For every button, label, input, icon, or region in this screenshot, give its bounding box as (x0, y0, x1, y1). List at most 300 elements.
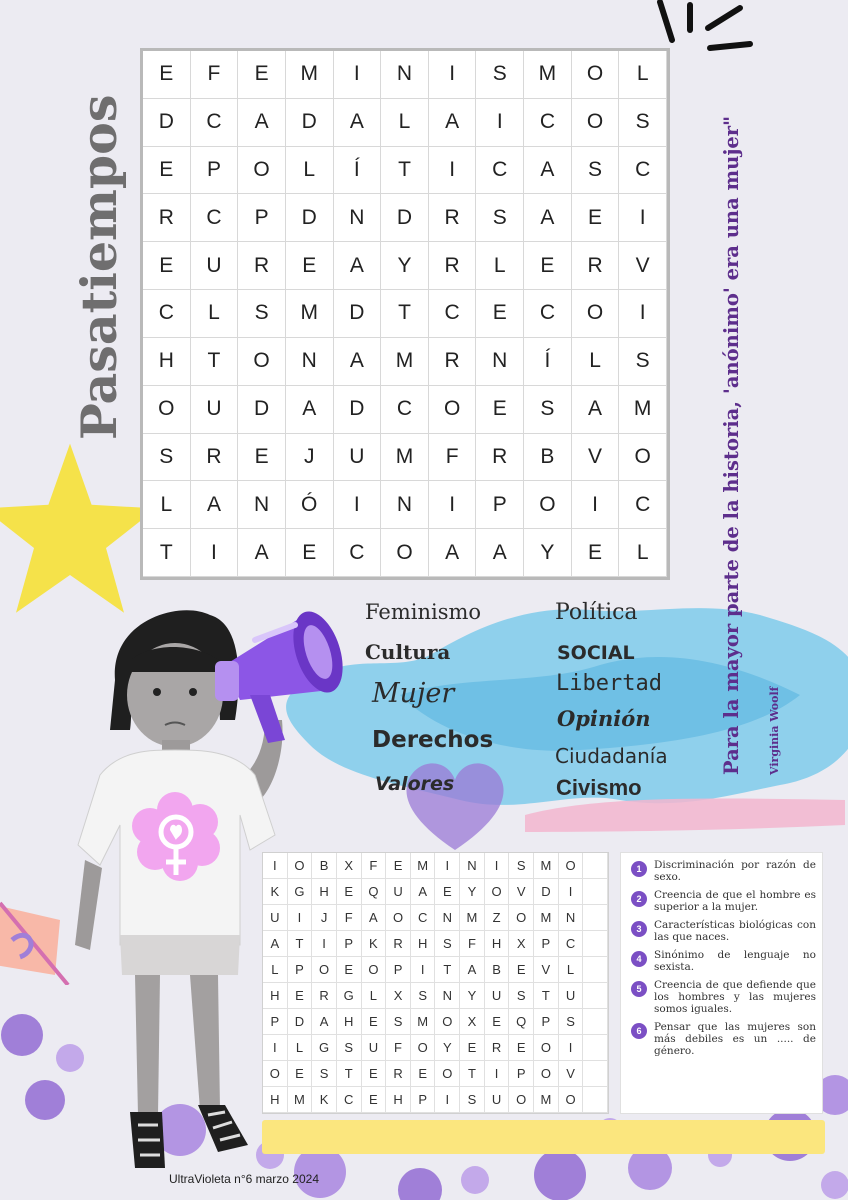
grid2-cell: E (337, 957, 362, 983)
grid-cell: T (381, 290, 429, 338)
grid2-cell: L (559, 957, 584, 983)
grid-cell: E (143, 242, 191, 290)
grid-cell: C (429, 290, 477, 338)
word-opinion: Opinión (557, 706, 651, 731)
grid-cell: Í (524, 338, 572, 386)
grid2-cell: G (288, 879, 313, 905)
word-civismo: Civismo (556, 775, 642, 800)
grid-cell: U (191, 386, 239, 434)
grid-cell: O (524, 481, 572, 529)
grid2-cell: H (411, 931, 436, 957)
grid-cell: D (381, 194, 429, 242)
grid2-cell: V (509, 879, 534, 905)
clue-text: Pensar que las mujeres son más debiles es un ..... de género. (654, 1021, 816, 1057)
grid2-cell: U (485, 1087, 510, 1113)
grid2-cell: E (460, 1035, 485, 1061)
grid2-cell: X (386, 983, 411, 1009)
grid2-cell: A (263, 931, 288, 957)
grid2-cell: I (312, 931, 337, 957)
grid-cell: M (381, 338, 429, 386)
grid2-cell: E (411, 1061, 436, 1087)
grid2-cell: R (312, 983, 337, 1009)
grid-cell: I (334, 51, 382, 99)
grid2-cell (583, 905, 608, 931)
clue-text: Discriminación por razón de sexo. (654, 859, 816, 883)
grid2-cell: E (362, 1087, 387, 1113)
footer-text: UltraVioleta n°6 marzo 2024 (169, 1172, 319, 1186)
word-ciudadania: Ciudadanía (555, 744, 668, 768)
grid2-cell: R (386, 931, 411, 957)
grid2-cell: H (263, 983, 288, 1009)
grid-cell: I (334, 481, 382, 529)
grid-cell: U (334, 434, 382, 482)
grid2-cell: E (509, 957, 534, 983)
grid2-cell: I (559, 1035, 584, 1061)
grid-cell: I (619, 194, 667, 242)
grid-cell: M (381, 434, 429, 482)
grid2-cell (583, 983, 608, 1009)
grid-cell: M (286, 290, 334, 338)
grid2-cell: N (435, 905, 460, 931)
grid-cell: C (619, 147, 667, 195)
grid-cell: C (191, 194, 239, 242)
grid2-cell: F (460, 931, 485, 957)
grid-cell: A (572, 386, 620, 434)
grid-cell: L (572, 338, 620, 386)
grid-cell: N (334, 194, 382, 242)
grid-cell: I (191, 529, 239, 577)
grid-cell: S (143, 434, 191, 482)
grid-cell: A (476, 529, 524, 577)
grid2-cell: G (312, 1035, 337, 1061)
grid-cell: T (191, 338, 239, 386)
grid2-cell: B (312, 853, 337, 879)
grid-cell: Y (524, 529, 572, 577)
grid2-cell: A (411, 879, 436, 905)
grid2-cell: C (559, 931, 584, 957)
grid2-cell: T (460, 1061, 485, 1087)
grid-cell: S (476, 51, 524, 99)
grid2-cell: H (337, 1009, 362, 1035)
grid2-cell: I (411, 957, 436, 983)
grid-cell: S (572, 147, 620, 195)
grid2-cell: N (435, 983, 460, 1009)
grid2-cell: E (509, 1035, 534, 1061)
grid-cell: I (429, 481, 477, 529)
quote-text: Para la mayor parte de la historia, 'anónimo' era una mujer" (720, 115, 743, 775)
grid2-cell: P (534, 931, 559, 957)
grid2-cell: O (534, 1035, 559, 1061)
grid-cell: C (191, 99, 239, 147)
grid2-cell: O (534, 1061, 559, 1087)
grid-cell: P (191, 147, 239, 195)
grid2-cell: O (386, 905, 411, 931)
grid2-cell: E (288, 1061, 313, 1087)
grid-cell: D (334, 290, 382, 338)
grid-cell: U (191, 242, 239, 290)
grid2-cell: I (559, 879, 584, 905)
grid-cell: V (619, 242, 667, 290)
grid-cell: Y (381, 242, 429, 290)
grid-cell: N (381, 481, 429, 529)
grid-cell: I (572, 481, 620, 529)
grid2-cell: O (509, 905, 534, 931)
word-politica: Política (555, 600, 638, 625)
grid2-cell (583, 1035, 608, 1061)
grid-cell: A (524, 194, 572, 242)
grid-cell: O (429, 386, 477, 434)
grid2-cell: A (312, 1009, 337, 1035)
grid-cell: N (381, 51, 429, 99)
grid-cell: P (476, 481, 524, 529)
grid2-cell: P (386, 957, 411, 983)
grid2-cell: I (263, 853, 288, 879)
grid-cell: R (143, 194, 191, 242)
clue-item (627, 979, 816, 1015)
megaphone-icon (210, 595, 365, 745)
grid-cell: A (191, 481, 239, 529)
grid-cell: L (476, 242, 524, 290)
grid2-cell: Q (509, 1009, 534, 1035)
clue-text: Creencia de que el hombre es superior a la mujer. (654, 889, 816, 913)
grid2-cell: I (263, 1035, 288, 1061)
grid-cell: L (619, 529, 667, 577)
grid2-cell: E (337, 879, 362, 905)
grid2-cell: D (288, 1009, 313, 1035)
clue-number: 5 (631, 981, 647, 997)
grid-cell: E (143, 147, 191, 195)
grid2-cell: H (386, 1087, 411, 1113)
grid2-cell: O (485, 879, 510, 905)
grid2-cell: S (509, 983, 534, 1009)
grid-cell: O (572, 99, 620, 147)
grid-cell: R (191, 434, 239, 482)
star-decoration (0, 440, 160, 620)
grid-cell: O (143, 386, 191, 434)
grid-cell: R (429, 242, 477, 290)
grid-cell: O (238, 338, 286, 386)
word-derechos: Derechos (372, 727, 494, 753)
grid2-cell: M (460, 905, 485, 931)
grid2-cell: V (559, 1061, 584, 1087)
grid2-cell: K (263, 879, 288, 905)
grid-cell: E (572, 529, 620, 577)
grid2-cell: X (509, 931, 534, 957)
grid-cell: J (286, 434, 334, 482)
clue-item (627, 859, 816, 883)
grid2-cell: O (362, 957, 387, 983)
grid-cell: D (238, 386, 286, 434)
clue-item (627, 919, 816, 943)
grid-cell: H (143, 338, 191, 386)
grid2-cell: O (559, 853, 584, 879)
grid2-cell: P (263, 1009, 288, 1035)
grid-cell: E (238, 51, 286, 99)
grid2-cell: E (288, 983, 313, 1009)
grid-cell: A (429, 529, 477, 577)
grid-cell: C (619, 481, 667, 529)
grid-cell: C (524, 99, 572, 147)
grid2-cell: S (460, 1087, 485, 1113)
grid-cell: L (619, 51, 667, 99)
grid-cell: E (143, 51, 191, 99)
grid2-cell: O (509, 1087, 534, 1113)
grid2-cell: Q (362, 879, 387, 905)
grid2-cell: A (460, 957, 485, 983)
grid-cell: L (381, 99, 429, 147)
grid-cell: I (429, 147, 477, 195)
clue-text: Características biológicas con las que naces. (654, 919, 816, 943)
word-libertad: Libertad (556, 671, 662, 696)
grid-cell: L (286, 147, 334, 195)
grid-cell: S (476, 194, 524, 242)
grid-cell: S (524, 386, 572, 434)
grid2-cell: I (435, 853, 460, 879)
clue-text: Sinónimo de lenguaje no sexista. (654, 949, 816, 973)
grid-cell: E (572, 194, 620, 242)
grid2-cell: O (263, 1061, 288, 1087)
grid2-cell: P (509, 1061, 534, 1087)
grid-cell: Ó (286, 481, 334, 529)
grid2-cell: G (337, 983, 362, 1009)
grid-cell: E (286, 242, 334, 290)
grid-cell: A (334, 99, 382, 147)
grid-cell: T (381, 147, 429, 195)
grid2-cell: V (534, 957, 559, 983)
grid-cell: R (476, 434, 524, 482)
grid-cell: E (238, 434, 286, 482)
grid-cell: N (476, 338, 524, 386)
grid2-cell: E (362, 1009, 387, 1035)
grid2-cell: P (411, 1087, 436, 1113)
grid2-cell (583, 1087, 608, 1113)
grid2-cell: T (534, 983, 559, 1009)
grid2-cell: C (337, 1087, 362, 1113)
grid-cell: E (286, 529, 334, 577)
quote-author: Virginia Woolf (768, 686, 781, 775)
grid-cell: E (476, 290, 524, 338)
clue-number: 1 (631, 861, 647, 877)
grid-cell: C (476, 147, 524, 195)
grid2-cell: I (485, 1061, 510, 1087)
clue-list (620, 852, 823, 1114)
grid2-cell: B (485, 957, 510, 983)
grid-cell: M (286, 51, 334, 99)
grid-cell: E (476, 386, 524, 434)
grid-cell: D (286, 99, 334, 147)
grid2-cell: F (337, 905, 362, 931)
grid-cell: R (429, 194, 477, 242)
grid2-cell: U (362, 1035, 387, 1061)
clue-number: 4 (631, 951, 647, 967)
grid2-cell: J (312, 905, 337, 931)
grid-cell: N (286, 338, 334, 386)
grid2-cell: U (485, 983, 510, 1009)
grid2-cell (583, 957, 608, 983)
grid-cell: T (143, 529, 191, 577)
grid2-cell: L (362, 983, 387, 1009)
grid2-cell: O (288, 853, 313, 879)
grid2-cell (583, 1061, 608, 1087)
grid-cell: F (191, 51, 239, 99)
grid-cell: L (143, 481, 191, 529)
grid2-cell: D (534, 879, 559, 905)
word-search-grid (140, 48, 670, 580)
grid-cell: O (572, 51, 620, 99)
grid-cell: I (476, 99, 524, 147)
grid-cell: M (524, 51, 572, 99)
grid2-cell: T (337, 1061, 362, 1087)
grid-cell: A (429, 99, 477, 147)
secondary-word-search-grid (262, 852, 609, 1114)
grid-cell: S (238, 290, 286, 338)
grid2-cell: M (534, 905, 559, 931)
grid-cell: L (191, 290, 239, 338)
grid2-cell: S (435, 931, 460, 957)
grid2-cell: E (362, 1061, 387, 1087)
grid2-cell: U (559, 983, 584, 1009)
grid2-cell: L (288, 1035, 313, 1061)
grid2-cell: T (288, 931, 313, 957)
grid2-cell: Y (460, 983, 485, 1009)
grid-cell: S (619, 338, 667, 386)
grid-cell: N (238, 481, 286, 529)
grid-cell: A (286, 386, 334, 434)
grid2-cell (583, 879, 608, 905)
grid2-cell: R (386, 1061, 411, 1087)
grid2-cell: M (288, 1087, 313, 1113)
heart-decoration (400, 755, 510, 855)
grid-cell: S (619, 99, 667, 147)
grid2-cell: O (559, 1087, 584, 1113)
clue-text: Creencia de que defiende que los hombres y las mujeres somos iguales. (654, 979, 816, 1015)
grid2-cell: M (411, 1009, 436, 1035)
grid-cell: M (619, 386, 667, 434)
yellow-highlight-bar (262, 1120, 825, 1154)
grid-cell: D (334, 386, 382, 434)
word-mujer: Mujer (372, 678, 455, 709)
grid2-cell: E (435, 879, 460, 905)
grid2-cell: H (263, 1087, 288, 1113)
grid-cell: A (334, 242, 382, 290)
grid2-cell: U (386, 879, 411, 905)
grid2-cell: I (288, 905, 313, 931)
clue-item (627, 949, 816, 973)
grid2-cell: N (559, 905, 584, 931)
grid-cell: C (381, 386, 429, 434)
grid2-cell: O (435, 1061, 460, 1087)
grid-cell: O (619, 434, 667, 482)
grid-cell: F (429, 434, 477, 482)
grid2-cell: K (362, 931, 387, 957)
grid2-cell: S (411, 983, 436, 1009)
grid-cell: Í (334, 147, 382, 195)
grid2-cell: U (263, 905, 288, 931)
grid2-cell: I (485, 853, 510, 879)
grid2-cell: P (288, 957, 313, 983)
grid2-cell: Y (435, 1035, 460, 1061)
grid2-cell: S (509, 853, 534, 879)
grid2-cell: S (312, 1061, 337, 1087)
grid2-cell: R (485, 1035, 510, 1061)
grid2-cell: X (460, 1009, 485, 1035)
grid-cell: V (572, 434, 620, 482)
grid-cell: B (524, 434, 572, 482)
grid2-cell: F (362, 853, 387, 879)
grid-cell: A (238, 529, 286, 577)
word-social: SOCIAL (557, 642, 635, 664)
grid-cell: R (238, 242, 286, 290)
word-feminismo: Feminismo (365, 600, 482, 624)
grid-cell: D (286, 194, 334, 242)
grid2-cell: O (312, 957, 337, 983)
grid2-cell: X (337, 853, 362, 879)
grid2-cell: Z (485, 905, 510, 931)
clue-number: 3 (631, 921, 647, 937)
grid2-cell: F (386, 1035, 411, 1061)
grid2-cell (583, 931, 608, 957)
grid-cell: A (238, 99, 286, 147)
grid-cell: C (334, 529, 382, 577)
grid2-cell: S (386, 1009, 411, 1035)
grid2-cell: H (485, 931, 510, 957)
grid2-cell: E (485, 1009, 510, 1035)
clue-item (627, 889, 816, 913)
grid2-cell: K (312, 1087, 337, 1113)
grid-cell: I (429, 51, 477, 99)
clue-number: 2 (631, 891, 647, 907)
grid2-cell: M (534, 1087, 559, 1113)
grid-cell: R (429, 338, 477, 386)
word-cultura: Cultura (365, 640, 451, 664)
clue-number: 6 (631, 1023, 647, 1039)
page-title: Pasatiempos (70, 94, 128, 440)
grid2-cell: O (411, 1035, 436, 1061)
grid2-cell: I (435, 1087, 460, 1113)
grid2-cell: P (337, 931, 362, 957)
grid2-cell: O (435, 1009, 460, 1035)
grid-cell: E (524, 242, 572, 290)
clue-item (627, 1021, 816, 1057)
grid2-cell: N (460, 853, 485, 879)
grid2-cell: M (534, 853, 559, 879)
grid2-cell: P (534, 1009, 559, 1035)
grid2-cell: C (411, 905, 436, 931)
grid-cell: C (143, 290, 191, 338)
grid2-cell: H (312, 879, 337, 905)
grid-cell: R (572, 242, 620, 290)
grid2-cell: L (263, 957, 288, 983)
grid-cell: D (143, 99, 191, 147)
grid2-cell (583, 1009, 608, 1035)
grid2-cell: E (386, 853, 411, 879)
grid2-cell: A (362, 905, 387, 931)
grid2-cell (583, 853, 608, 879)
grid2-cell: M (411, 853, 436, 879)
grid2-cell: S (559, 1009, 584, 1035)
grid2-cell: S (337, 1035, 362, 1061)
word-valores: Valores (375, 773, 455, 795)
grid-cell: O (238, 147, 286, 195)
grid-cell: O (381, 529, 429, 577)
grid2-cell: T (435, 957, 460, 983)
grid2-cell: Y (460, 879, 485, 905)
grid-cell: A (334, 338, 382, 386)
grid-cell: O (572, 290, 620, 338)
grid-cell: I (619, 290, 667, 338)
grid-cell: C (524, 290, 572, 338)
grid-cell: A (524, 147, 572, 195)
